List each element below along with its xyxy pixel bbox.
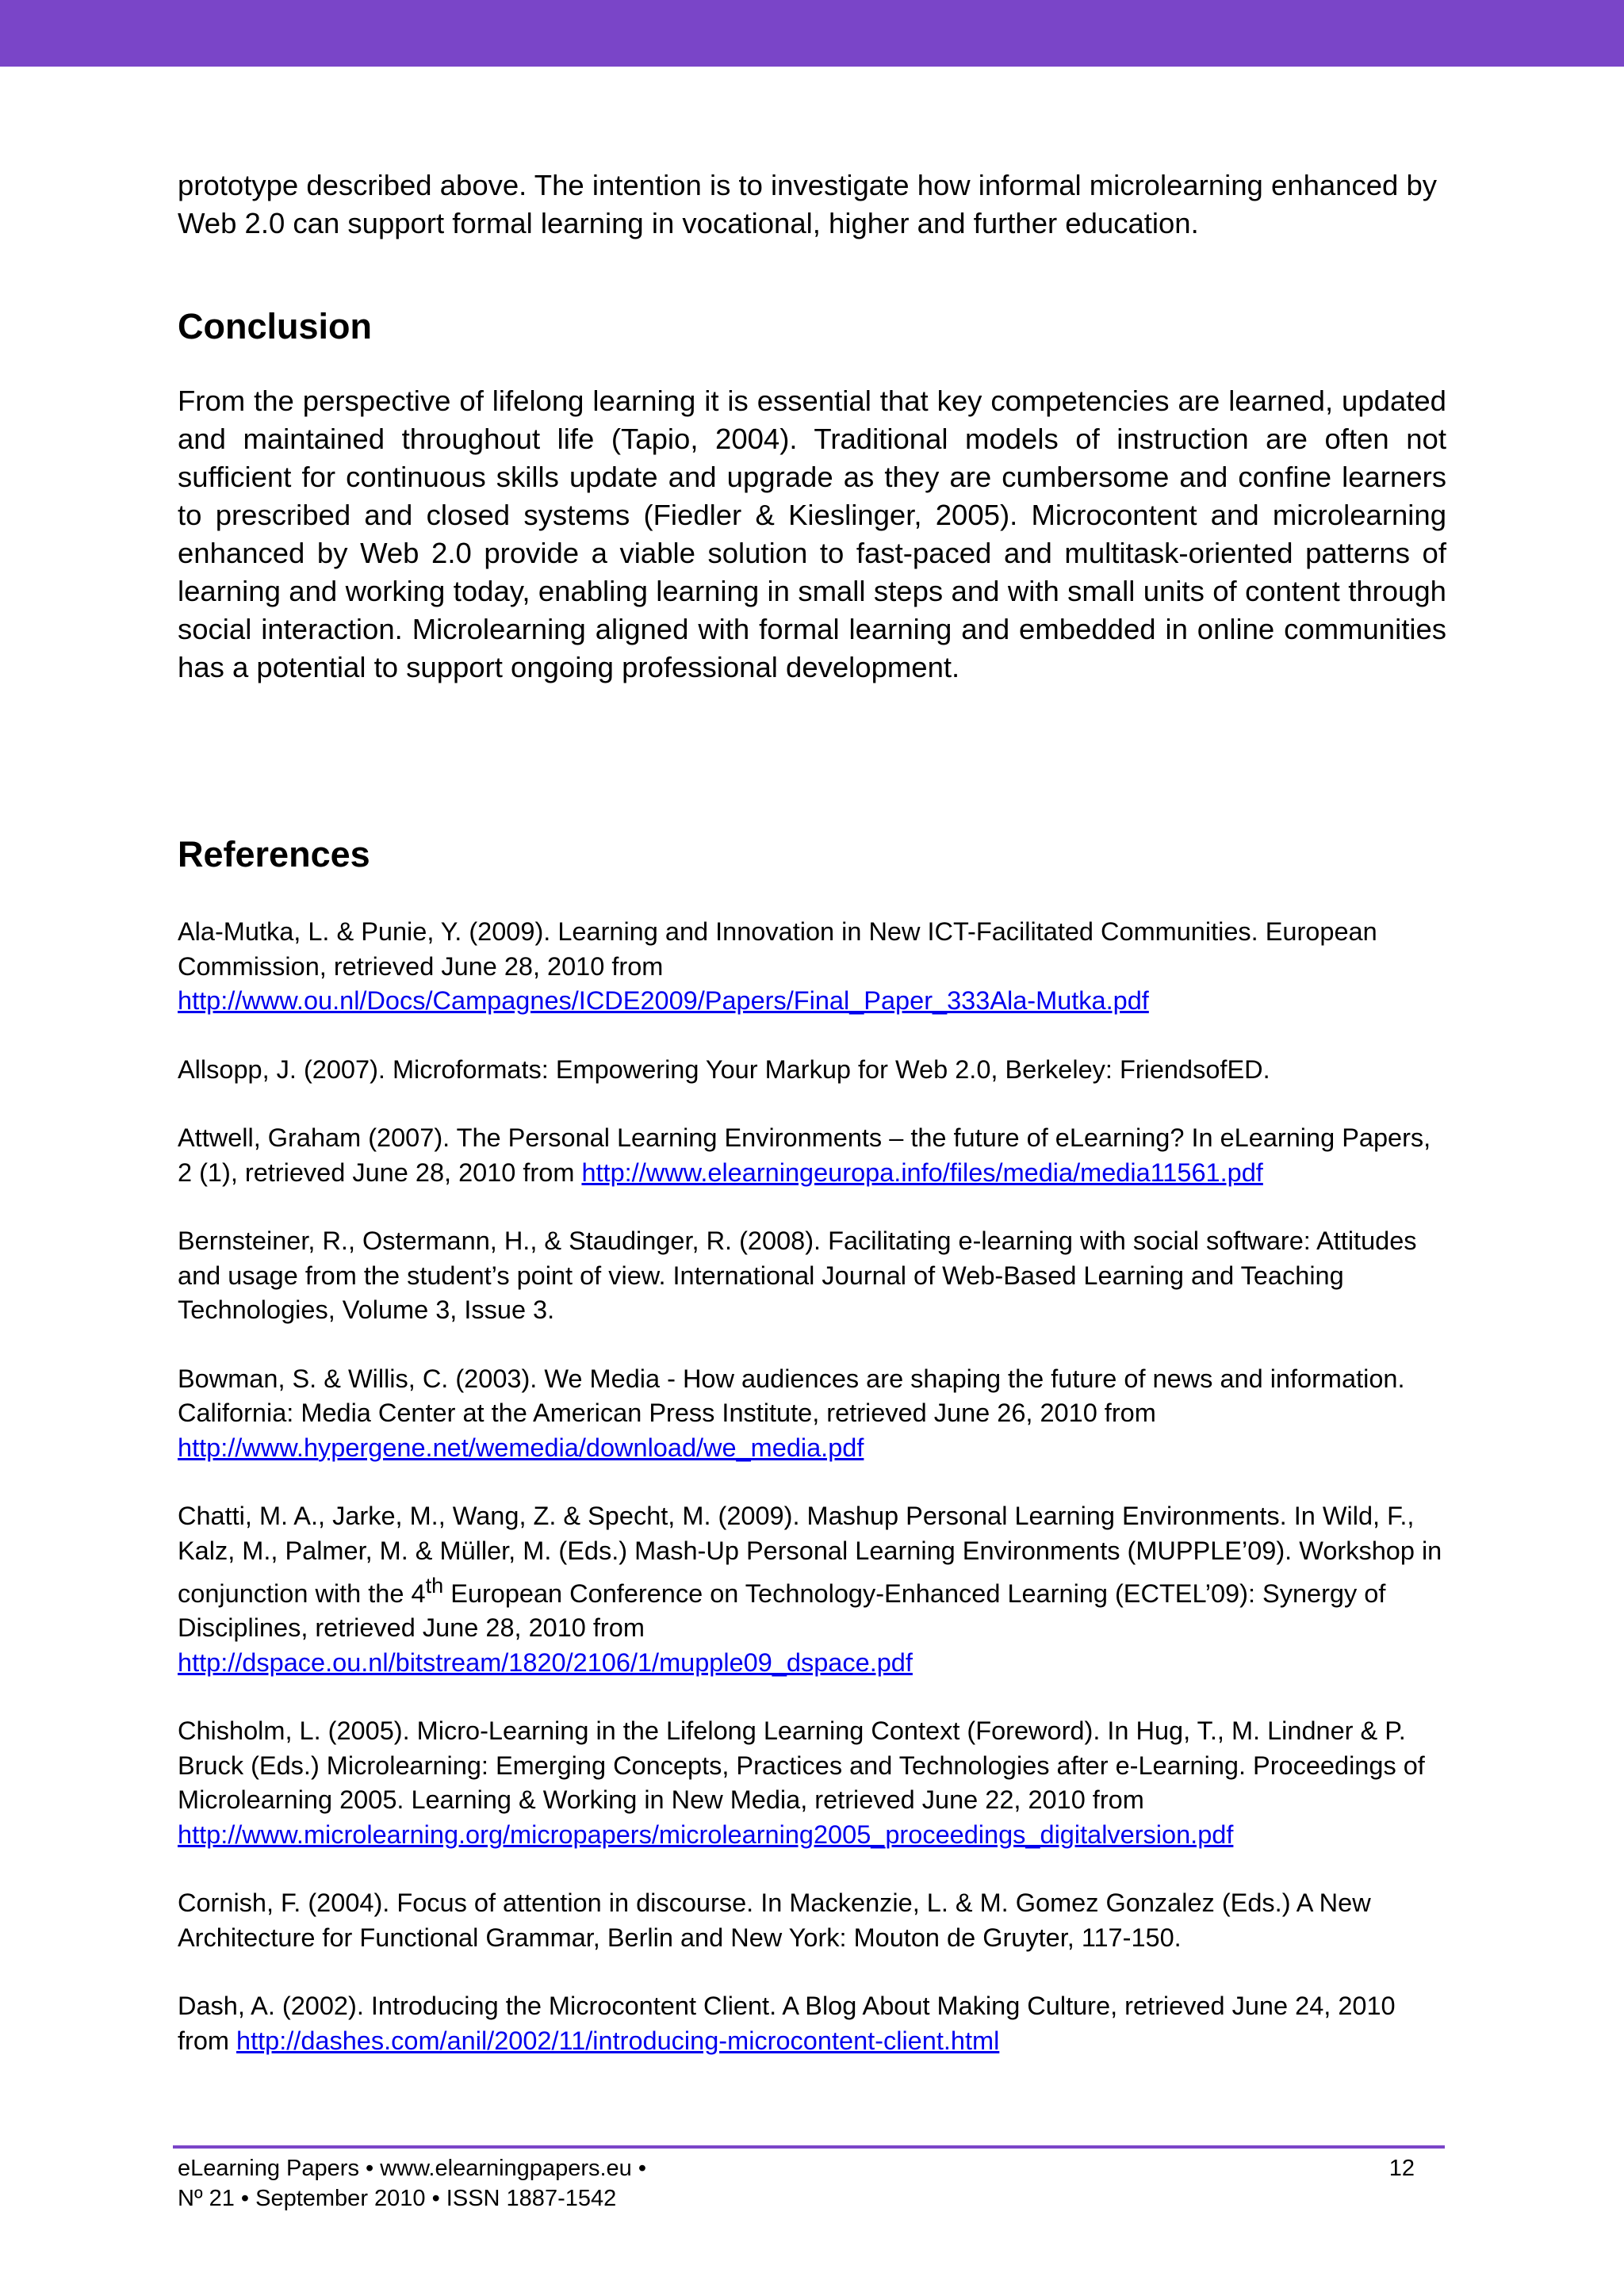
- reference-text: Bowman, S. & Willis, C. (2003). We Media - How audiences are shaping the future of news and information. California: Media Center at the American Press Institute, retrieved June 26, 2010 from: [178, 1364, 1405, 1427]
- reference-link[interactable]: http://dspace.ou.nl/bitstream/1820/2106/1/mupple09_dspace.pdf: [178, 1647, 913, 1677]
- reference-item: [178, 1362, 1446, 1466]
- reference-item: [178, 915, 1446, 1019]
- reference-text: Chisholm, L. (2005). Micro-Learning in the Lifelong Learning Context (Foreword). In Hug, T., M. Lindner & P. Bruck (Eds.) Microlearning: Emerging Concepts, Practices and Technologies after e-Learning. Proceedings of Microlearning 2005. Learning & Working in New Media, retrieved June 22, 2010 from: [178, 1716, 1425, 1815]
- conclusion-paragraph: From the perspective of lifelong learning it is essential that key competencies are learned, updated and maintained throughout life (Tapio, 2004). Traditional models of instruction are often not sufficient for continuous skills update and upgrade as they are cumbersome and confine learners to prescribed and closed systems (Fiedler & Kieslinger, 2005). Microcontent and microlearning enhanced by Web 2.0 provide a viable solution to fast-paced and multitask-oriented patterns of learning and working today, enabling learning in small steps and with small units of content through social interaction. Microlearning aligned with formal learning and embedded in online communities has a potential to support ongoing professional development.: [178, 385, 1446, 683]
- reference-item: [178, 1886, 1446, 1955]
- reference-item: [178, 1121, 1446, 1190]
- reference-text-continued: European Conference on Technology-Enhanced Learning (ECTEL’09): Synergy of Disciplines, retrieved June 28, 2010 from: [178, 1578, 1386, 1643]
- reference-text: Chatti, M. A., Jarke, M., Wang, Z. & Specht, M. (2009). Mashup Personal Learning Environments. In Wild, F., Kalz, M., Palmer, M. & Müller, M. (Eds.) Mash-Up Personal Learning Environments (MUPPLE’09). Workshop in conjunction with the 4: [178, 1502, 1442, 1608]
- reference-text: Bernsteiner, R., Ostermann, H., & Staudinger, R. (2008). Facilitating e-learning with social software: Attitudes and usage from the student’s point of view. International Journal of Web-Based Learning and Teaching Technologies, Volume 3, Issue 3.: [178, 1226, 1417, 1324]
- reference-text: Dash, A. (2002). Introducing the Microcontent Client. A Blog About Making Culture, retrieved June 24, 2010 from: [178, 1992, 1396, 2055]
- reference-list: [178, 915, 1446, 2058]
- reference-item: [178, 1053, 1446, 1088]
- reference-link[interactable]: http://www.elearningeuropa.info/files/media/media11561.pdf: [581, 1158, 1263, 1187]
- intro-paragraph: prototype described above. The intention is to investigate how informal microlearning enhanced by Web 2.0 can support formal learning in vocational, higher and further education.: [178, 169, 1438, 239]
- reference-text: Ala-Mutka, L. & Punie, Y. (2009). Learning and Innovation in New ICT-Facilitated Communities. European Commission, retrieved June 28, 2010 from: [178, 917, 1377, 981]
- page-content: [178, 166, 1446, 2092]
- reference-link[interactable]: http://www.hypergene.net/wemedia/download/we_media.pdf: [178, 1433, 864, 1462]
- reference-item: [178, 1499, 1446, 1680]
- page-number: 12: [1388, 2156, 1415, 2181]
- reference-item: [178, 1714, 1446, 1852]
- footer-line-1: eLearning Papers • www.elearningpapers.eu •: [178, 2156, 647, 2181]
- reference-item: [178, 1224, 1446, 1328]
- reference-link[interactable]: http://www.microlearning.org/micropapers/microlearning2005_proceedings_digitalversion.pdf: [178, 1820, 1234, 1849]
- reference-text: Attwell, Graham (2007). The Personal Learning Environments – the future of eLearning? In eLearning Papers, 2 (1), retrieved June 28, 2010 from: [178, 1123, 1431, 1187]
- reference-text: Allsopp, J. (2007). Microformats: Empowering Your Markup for Web 2.0, Berkeley: FriendsofED.: [178, 1054, 1270, 1084]
- reference-link[interactable]: http://dashes.com/anil/2002/11/introducing-microcontent-client.html: [236, 2026, 1000, 2055]
- conclusion-heading: Conclusion: [178, 306, 372, 346]
- footer-divider: [173, 2145, 1445, 2149]
- page-footer: [178, 2153, 1415, 2214]
- reference-text: Cornish, F. (2004). Focus of attention in discourse. In Mackenzie, L. & M. Gomez Gonzalez (Eds.) A New Architecture for Functional Grammar, Berlin and New York: Mouton de Gruyter, 117-150.: [178, 1888, 1371, 1952]
- superscript-th: th: [425, 1573, 444, 1598]
- header-band: [0, 0, 1624, 67]
- footer-line-2: Nº 21 • September 2010 • ISSN 1887-1542: [178, 2186, 617, 2211]
- reference-item: [178, 1989, 1446, 2058]
- reference-link[interactable]: http://www.ou.nl/Docs/Campagnes/ICDE2009/Papers/Final_Paper_333Ala-Mutka.pdf: [178, 986, 1149, 1015]
- references-heading: References: [178, 834, 370, 874]
